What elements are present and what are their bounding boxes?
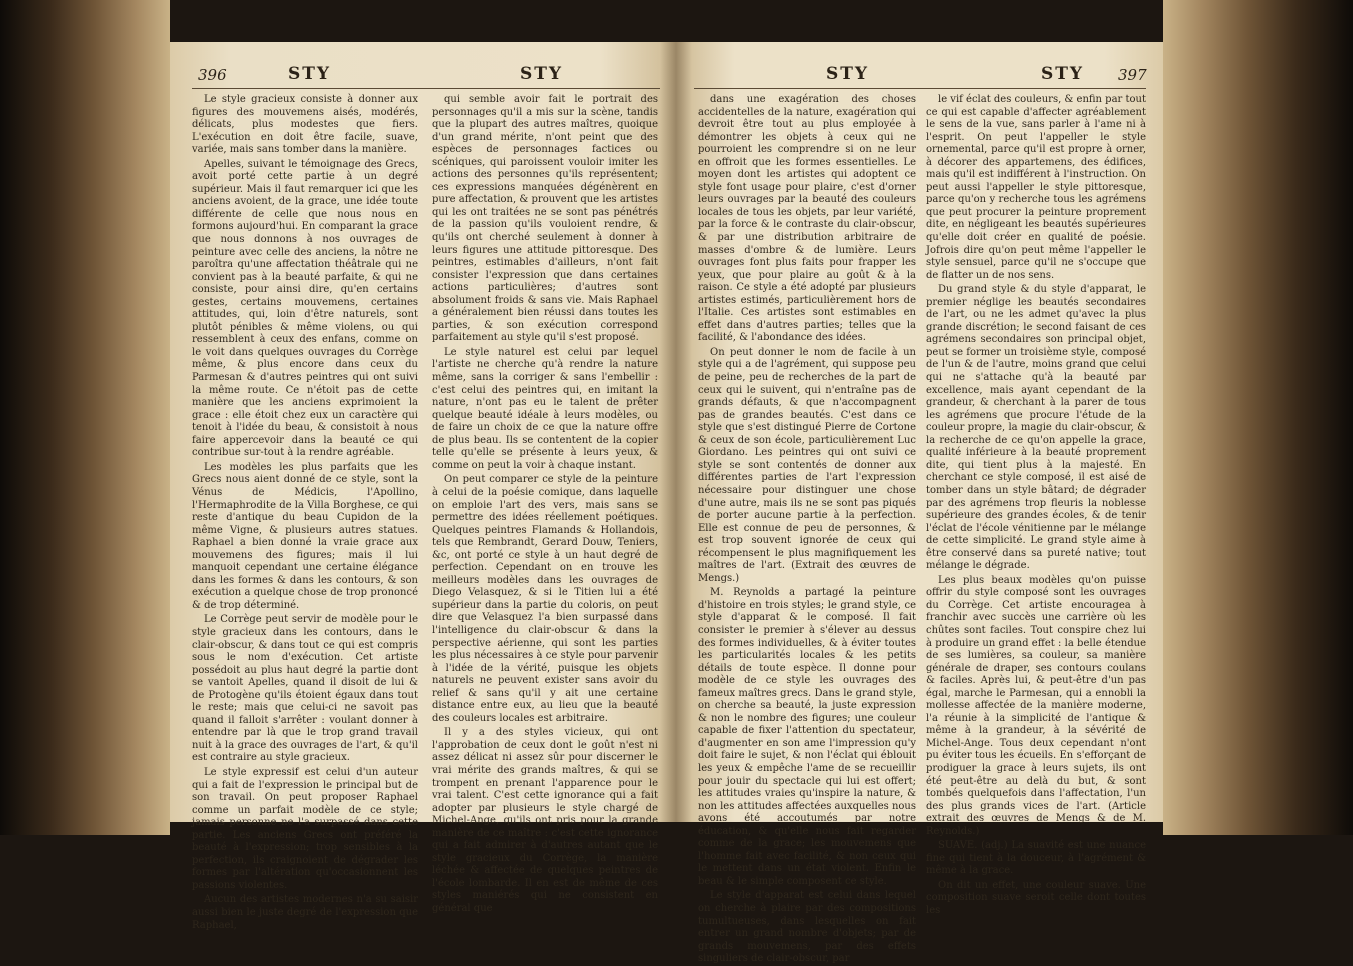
paragraph: Apelles, suivant le témoignage des Grecs, avoit porté cette partie à un degré supérieur. Mais il faut remarquer ici que les anciens avoient, de la grace, une idée toute différente de celle que nous nous en formons aujourd'hui. En comparant la grace que nous donnons à nos ouvrages de peinture avec celle des anciens, la nôtre ne paroîtra qu'une affectation théâtrale qui ne convient pas à la beauté parfaite, & qui ne consiste, pour ainsi dire, qu'en certains gestes, certains mouvemens, certaines attitudes, qui, loin d'être naturels, sont plutôt pénibles & même violens, ou qui ressemblent à ceux des enfans, comme on le voit dans quelques ouvrages du Corrège même, & plus encore dans ceux du Parmesan & d'autres peintres qui ont suivi la même route. Ce n'étoit pas de cette manière que les anciens exprimoient la grace : elle étoit chez eux un caractère qui tenoit à l'idée du beau, & consistoit à nous faire appercevoir dans la beauté ce qui contribue sur-tout à la rendre agréable.: [192, 158, 418, 459]
paragraph: Le style expressif est celui d'un auteur qui a fait de l'expression le principal but de son travail. On peut proposer Raphael comme un parfait modèle de ce style; jamais personne ne l'a surpassé dans cette partie. Les anciens Grecs ont préféré la beauté à l'expression; trop sensibles à la perfection, ils craignoient de dégrader les formes par l'altération qu'occasionnent les passions violentes.: [192, 766, 418, 891]
paragraph: Le style gracieux consiste à donner aux figures des mouvemens aisés, modérés, délicats, plus modestes que fiers. L'exécution en doit être facile, suave, variée, mais sans tomber dans la manière.: [192, 94, 418, 156]
page-number-right: 397: [1118, 66, 1147, 84]
paragraph: Aucun des artistes modernes n'a su saisir aussi bien le juste degré de l'expression que Raphael,: [192, 894, 418, 931]
left-page: [170, 42, 676, 931]
paragraph: Le Corrège peut servir de modèle pour le style gracieux dans les contours, dans le clair-obscur, & dans tout ce qui est compris sous le nom d'exécution. Cet artiste possédoit au plus haut degré la partie dont se vantoit Apelles, quand il disoit de lui & de Protogène qu'ils étoient égaux dans tout le reste; mais que celui-ci ne savoit pas quand il falloit s'arrêter : voulant donner à entendre par là que le trop grand travail nuit à la grace des ouvrages de l'art, & qu'il est contraire au style gracieux.: [192, 614, 418, 764]
paragraph: M. Reynolds a partagé la peinture d'histoire en trois styles; le grand style, ce style d'apparat & le composé. Il fait consister le premier à s'élever au dessus des formes individuelles, & à éviter toutes les particularités locales & les petits détails de toute espèce. Il donne pour modèle de ce style les ouvrages des fameux maîtres grecs. Dans le grand style, on cherche sa beauté, la juste expression & non le nombre des figures; une couleur capable de fixer l'attention du spectateur, d'augmenter en son ame l'impression qu'y doit faire le sujet, & non l'éclat qui éblouit les yeux & empêche l'ame de se recueillir pour jouir du spectacle qui lui est offert; les attitudes vraies qu'inspire la nature, & non les attitudes affectées auxquelles nous avons été accoutumés par notre éducation, & qu'elle nous fait regarder comme de la grace; les mouvemens que l'homme fait avec facilité, & non ceux qui le mettent dans un état violent. Enfin le beau & le simple composent ce style.: [698, 587, 917, 887]
paragraph: Le style naturel est celui par lequel l'artiste ne cherche qu'à rendre la nature même, sans la corriger & sans l'embellir : c'est celui des peintres qui, en imitant la nature, n'ont pas eu le talent de prêter quelque beauté idéale à leurs modèles, ou de faire un choix de ce que la nature offre de plus beau. Ils se contentent de la copier telle qu'elle se présente à leurs yeux, & comme on peut la voir à chaque instant.: [432, 346, 658, 471]
paragraph: qui semble avoir fait le portrait des personnages qu'il a mis sur la scène, tandis que la plupart des autres maîtres, quoique d'un grand mérite, n'ont peint que des espèces de personnages factices ou scéniques, qui paroissent vouloir imiter les actions des personnes qu'ils représentent; ces expressions manquées dégénèrent en pure affectation, & prouvent que les artistes qui les ont traitées ne se sont pas pénétrés de la passion qu'ils vouloient rendre, & qu'ils ont cherché seulement à donner à leurs figures une attitude pittoresque. Des peintres, estimables d'ailleurs, n'ont fait consister l'expression que dans certaines actions particulières; d'autres sont absolument froids & sans vie. Mais Raphael a généralement bien réussi dans toutes les parties, & son exécution correspond parfaitement au style qu'il s'est proposé.: [432, 94, 658, 344]
header-rule-right: [694, 88, 1146, 89]
running-head-left-2: STY: [520, 64, 564, 84]
paragraph: SUAVE. (adj.) La suavité est une nuance fine qui tient à la douceur, à l'agrément & même à la grace.: [926, 840, 1146, 877]
paragraph: On peut comparer ce style de la peinture à celui de la poésie comique, dans laquelle on emploie l'art des vers, mais sans se permettre des idées réellement poétiques. Quelques peintres Flamands & Hollandois, tels que Rembrandt, Gerard Douw, Teniers, &c, ont porté ce style à un haut degré de perfection. Cependant on en trouve les meilleurs modèles dans les ouvrages de Diego Velasquez, & si le Titien lui a été supérieur dans la partie du coloris, on peut dire que Velasquez l'a bien surpassé dans l'intelligence du clair-obscur & dans la perspective aérienne, qui sont les parties les plus nécessaires à ce style pour parvenir à l'idée de la vérité, puisque les objets naturels ne peuvent exister sans avoir du relief & sans qu'il y ait une certaine distance entre eux, au lieu que la beauté des couleurs locales est arbitraire.: [432, 474, 658, 724]
running-head-right-2: STY: [1041, 64, 1085, 84]
paragraph: Le style d'apparat est celui dans lequel on cherche à plaire par des compositions tumultueuses, dans lesquelles on fait entrer un grand nombre d'objets; par de grands mouvemens, par des effets singuliers de clair-obscur, par: [698, 890, 916, 965]
left-page-column-1: [192, 94, 418, 931]
paragraph: Du grand style & du style d'apparat, le premier néglige les beautés secondaires de l'art, ou ne les admet qu'avec la plus grande discrétion; le second faisant de ces agrémens secondaires son principal objet, peut se former un troisième style, composé de l'un & de l'autre, moins grand que celui qui ne s'attache qu'à la beauté par excellence, mais ayant cependant de la grandeur, & cherchant à la parer de tous les agrémens que procure l'étude de la couleur propre, la magie du clair-obscur, & la recherche de ce qu'on appelle la grace, qualité inférieure à la beauté proprement dite, qui tient plus à la majesté. En cherchant ce style composé, il est aisé de tomber dans un style bâtard; de dégrader par des agrémens trop fleuris la noblesse supérieure des grandes écoles, & de tenir l'éclat de l'école vénitienne par le mélange de cette simplicité. Le grand style aime à être conservé dans sa pureté native; tout mélange le dégrade.: [926, 284, 1146, 572]
page-number-left: 396: [198, 66, 227, 84]
book-edge-left: [0, 0, 170, 835]
header-rule-left: [192, 88, 660, 89]
right-page: [676, 42, 1163, 965]
paragraph: dans une exagération des choses accidentelles de la nature, exagération qui devroit être tout au plus employée à démontrer les objets à ceux qui ne pourroient les comprendre si on ne leur en offroit que les formes essentielles. Le moyen dont les artistes qui adoptent ce style font usage pour plaire, c'est d'orner leurs ouvrages par la beauté des couleurs locales de tous les objets, par leur variété, par la force & le contraste du clair-obscur, & par une distribution arbitraire de masses d'ombre & de lumière. Leurs ouvrages font plus faits pour frapper les yeux, que pour plaire au goût & à la raison. Ce style a été adopté par plusieurs artistes estimés, particulièrement hors de l'Italie. Ces artistes sont estimables en effet dans d'autres parties; telles que la facilité, & l'abondance des idées.: [698, 94, 916, 344]
right-page-column-1: [698, 94, 917, 965]
paragraph: Les plus beaux modèles qu'on puisse offrir du style composé sont les ouvrages du Corrège. Cet artiste encouragea à franchir avec succès une carrière où les chûtes sont faciles. Tout conspire chez lui à produire un grand effet : la belle étendue de ses lumières, sa couleur, sa manière générale de draper, ses contours coulans & faciles. Après lui, & peut-être d'un pas égal, marche le Parmesan, qui a ennobli la mollesse affectée de la manière moderne, l'a réunie à la simplicité de l'antique & même à la grandeur, à la sévérité de Michel-Ange. Tous deux cependant n'ont pu éviter tous les écueils. En s'efforçant de prodiguer la grace à leurs sujets, ils ont été peut-être au delà du but, & sont tombés quelquefois dans l'affectation, l'un des plus grands vices de l'art. (Article extrait des œuvres de Mengs & de M. Reynolds.): [926, 574, 1146, 837]
right-page-column-2: [926, 94, 1146, 916]
book-edge-right: [1163, 0, 1353, 835]
left-page-column-2: [432, 94, 658, 914]
paragraph: Il y a des styles vicieux, qui ont l'approbation de ceux dont le goût n'est ni assez délicat ni assez sûr pour discerner le vrai mérite des grands maîtres, & qui se trompent en prenant l'apparence pour le vrai talent. C'est cette ignorance qui a fait adopter par plusieurs le style chargé de Michel-Ange, qu'ils ont pris pour la grande manière de ce maître : c'est cette ignorance qui a fait admirer à d'autres autant que le style gracieux du Corrège, la manière léchée & affectée de quelques peintres de l'école lombarde. Il en est de même de ces styles maniérés qui ne consistent en général que: [432, 727, 658, 914]
running-head-right-1: STY: [826, 64, 870, 84]
paragraph: Les modèles les plus parfaits que les Grecs nous aient donné de ce style, sont la Vénus de Médicis, l'Apollino, l'Hermaphrodite de la Villa Borghese, ce qui reste d'antique du beau Cupidon de la même Vigne, & plusieurs autres statues. Raphael a bien donné la vraie grace aux mouvemens des figures; mais il lui manquoit cependant une certaine élégance dans les formes & dans les contours, & son exécution a quelque chose de trop prononcé & de trop déterminé.: [192, 461, 418, 611]
running-head-left-1: STY: [288, 64, 332, 84]
paragraph: le vif éclat des couleurs, & enfin par tout ce qui est capable d'affecter agréablement le sens de la vue, sans parler à l'ame ni à l'esprit. On peut l'appeller le style ornemental, parce qu'il est propre à orner, à décorer des appartemens, des édifices, mais qu'il est indifférent à l'instruction. On peut aussi l'appeller le style pittoresque, parce qu'on y recherche tous les agrémens que peut procurer la peinture proprement dite, en négligeant les beautés supérieures qu'elle doit créer en qualité de poésie. Jofrois dire qu'on peut même l'appeller le style sensuel, parce qu'il ne s'occupe que de flatter un de nos sens.: [926, 94, 1146, 281]
book-gutter: [660, 42, 692, 822]
paragraph: On peut donner le nom de facile à un style qui a de l'agrément, qui suppose peu de peine, peu de recherches de la part de ceux qui le suivent, qui n'entraîne pas de grands défauts, & que n'accompagnent pas de grandes beautés. C'est dans ce style que s'est distingué Pierre de Cortone & ceux de son école, particulièrement Luc Giordano. Les peintres qui ont suivi ce style se sont contentés de donner aux différentes parties de l'art l'expression nécessaire pour distinguer une chose d'une autre, mais ils ne se sont pas piqués de porter aucune partie à la perfection. Elle est connue de peu de personnes, & est trop souvent ignorée de ceux qui récompensent le plus magnifiquement les maîtres de l'art. (Extrait des œuvres de Mengs.): [698, 346, 916, 584]
paragraph: On dit un effet, une couleur suave. Une composition suave seroit celle dont toutes les: [926, 879, 1146, 916]
